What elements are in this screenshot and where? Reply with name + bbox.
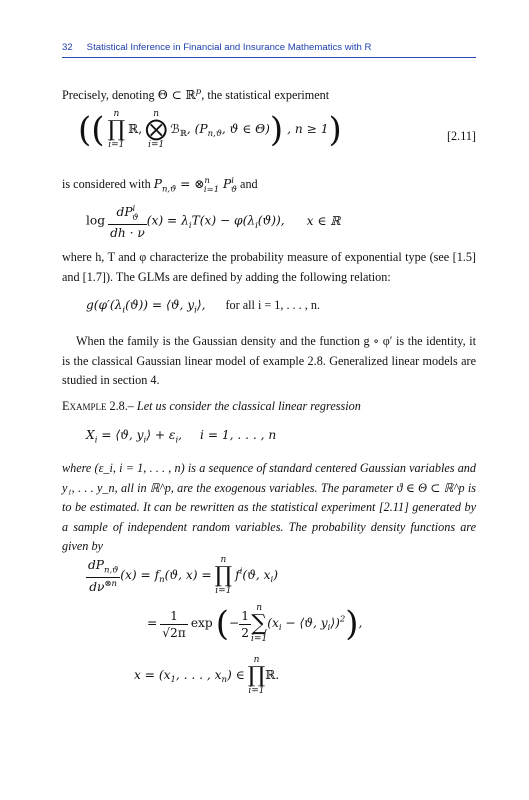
left-paren: (( [78, 110, 105, 150]
product-operator-density: n ∏ i=1 [214, 555, 233, 596]
paragraph-considered: is considered with $P_{n,ϑ}$ = ⊗$^n_{i=1}$ $P^i_ϑ$ and [62, 176, 258, 195]
equation-glm-link: $g(\varphi'(\lambda_i(ϑ))$ = ⟨ϑ, $y_i⟩$, for all i = 1, . . . , n. [86, 298, 321, 316]
fraction-dp-dh: $\frac{dP^i_ϑ}{dh \cdot \nu}$ [110, 204, 145, 240]
paragraph-gaussian-variables: where (ε_i, i = 1, . . . , n) is a sequence of standard centered Gaussian variables and y₁, . . . y_n, all in ℝ^p, are the exogenous variables. The parameter ϑ ∈ Θ ⊂ ℝ^p is to be estimated. It can be rewritten as the statistical experiment [2.11] generated by a sample of independent random variables. The probability density functions are given by [62, 461, 476, 554]
running-title: Statistical Inference in Financial and Insurance Mathematics with R [86, 42, 372, 53]
equation-density: $\frac{dP_{n,ϑ}}{d\nu^{\otimes n}}$ $(x) = f_n(ϑ$, x) = n ∏ i=1 $f^i(ϑ$, $x_i$) [88, 555, 278, 596]
example-text: Let us consider the classical linear regression [133, 399, 361, 413]
product-operator: n ∏ i=1 [107, 109, 126, 150]
example-heading [62, 397, 476, 417]
equation-gaussian-exp: = $\frac{1}{√2\pi}$ exp (− $\frac{1}{2}$ n ∑ i=1 ($x_i$ − ⟨ϑ, $y_i⟩)^2$), [147, 603, 363, 644]
running-header [62, 42, 476, 58]
equation-linear-regression: $X_i$ = ⟨ϑ, $y_i⟩ + \varepsilon_i$, i = 1, . . . , n [86, 428, 277, 446]
equation-label-2-11: [2.11] [447, 129, 476, 143]
equation-log-density: log $\frac{dP^i_ϑ}{dh \cdot \nu}$ $(x) = \lambda_iT(x) - \varphi(\lambda_i(ϑ))$, x ∈ ℝ [86, 204, 341, 240]
sum-operator: n ∑ i=1 [251, 603, 268, 644]
product-operator-domain: n ∏ i=1 [247, 655, 266, 696]
example-label: Example 2.8.– [62, 399, 134, 413]
paragraph-intro: Precisely, denoting Θ ⊂ ℝ$^p$, the statistical experiment [62, 87, 330, 103]
page-number: 32 [62, 42, 73, 53]
paragraph-gaussian-identity: When the family is the Gaussian density and the function g ∘ φ′ is the identity, it is the classical Gaussian linear model of example 2.8. Generalized linear models are studied in section 4. [62, 334, 476, 388]
equation-x-domain: $x = (x_1$, . . . , $x_n$) ∈ n ∏ i=1 ℝ. [134, 655, 280, 696]
paragraph-exponential-type: where h, T and φ characterize the probability measure of exponential type (see [1.5] and [1.7]). The GLMs are defined by adding the following relation: [62, 250, 476, 284]
equation-2-11: (( n ∏ i=1 ℝ, n ⨂ i=1 ℬ$_ℝ$, ($P_{n,ϑ}$, ϑ ∈ Θ)) , n ≥ 1) [78, 109, 342, 150]
tensor-operator: n ⨂ i=1 [145, 109, 168, 150]
